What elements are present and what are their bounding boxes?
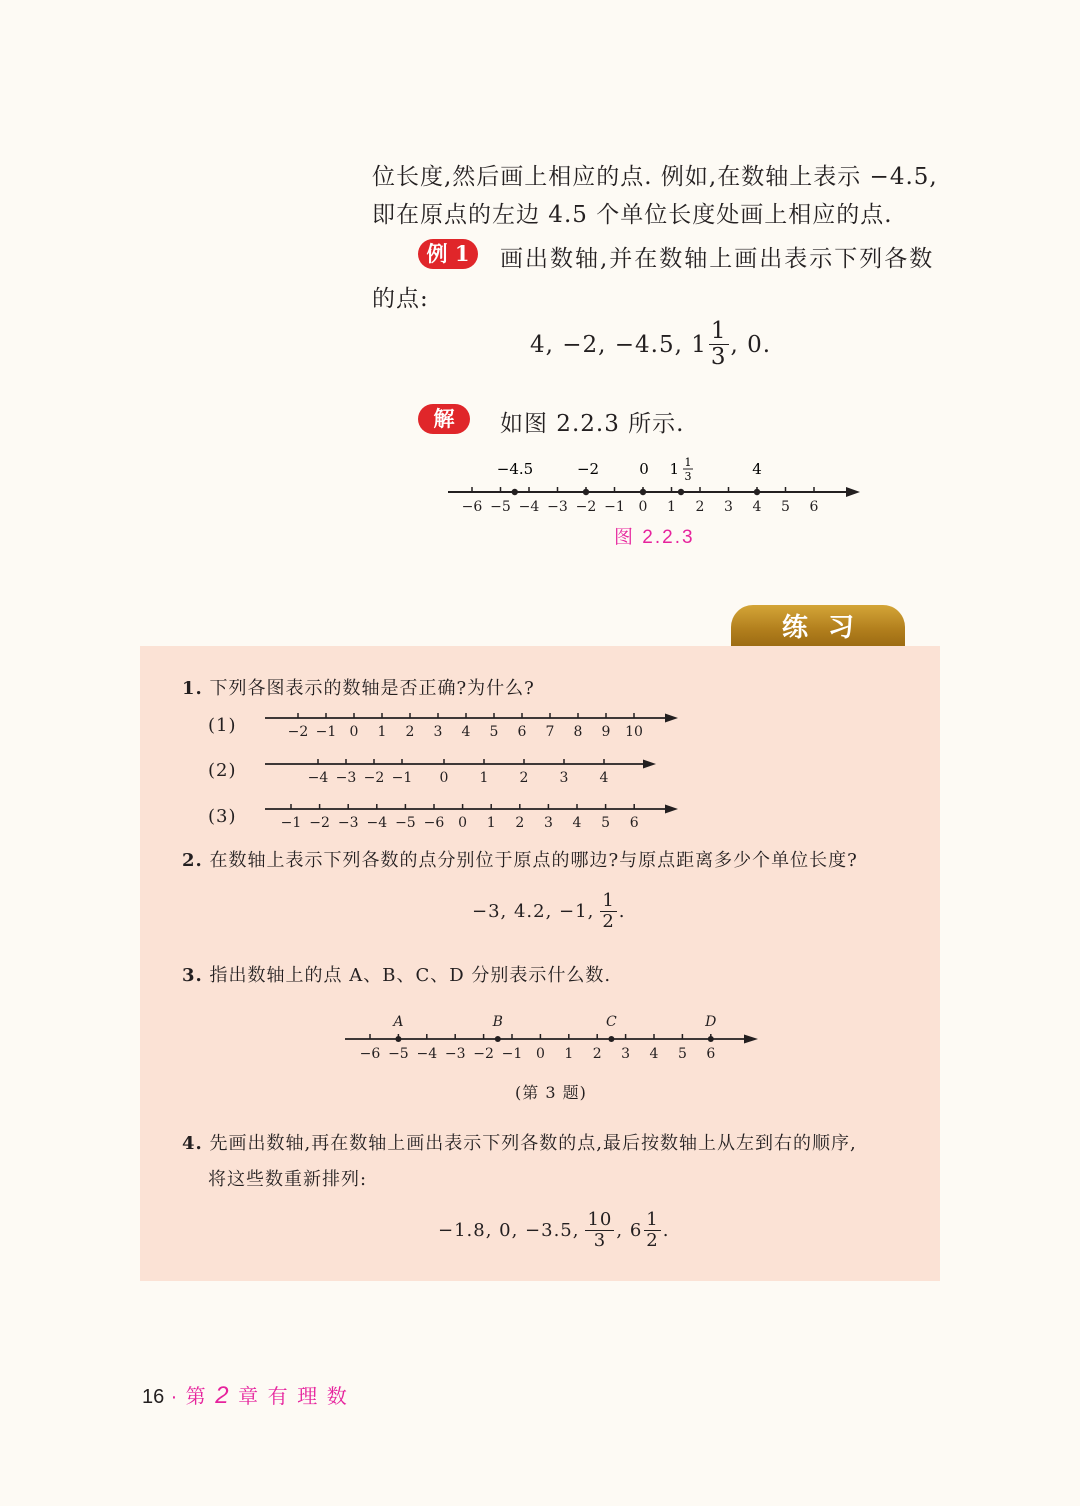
axis-arrow bbox=[665, 714, 678, 723]
page-number: 16 bbox=[142, 1386, 165, 1408]
tick-label: −6 bbox=[461, 499, 483, 515]
fraction-denominator: 3 bbox=[710, 344, 727, 370]
label-minus-4-5: −4.5 bbox=[496, 460, 534, 478]
q2-fraction bbox=[600, 892, 616, 931]
q3-number-line bbox=[340, 1010, 770, 1068]
q3-text: 指出数轴上的点 A、B、C、D 分别表示什么数. bbox=[209, 965, 612, 986]
tick-label: −2 bbox=[287, 724, 309, 740]
tick-label: 2 bbox=[695, 499, 705, 515]
q4 bbox=[182, 1129, 857, 1155]
tick-label: −2 bbox=[363, 770, 385, 786]
label-one-third-num: 1 bbox=[684, 456, 692, 469]
tick-label: 3 bbox=[433, 724, 443, 740]
tick-label: −4 bbox=[307, 770, 329, 786]
point-label-a: A bbox=[393, 1014, 404, 1030]
tick-label: 7 bbox=[545, 724, 555, 740]
intro-line-2: 即在原点的左边 4.5 个单位长度处画上相应的点. bbox=[372, 202, 893, 228]
tick-label: 1 bbox=[564, 1046, 574, 1062]
chapter-number: 2 bbox=[215, 1382, 231, 1409]
tick-label: 6 bbox=[629, 815, 639, 831]
tick-label: 3 bbox=[559, 770, 569, 786]
fraction-denominator: 3 bbox=[593, 1230, 607, 1251]
tick-label: 6 bbox=[706, 1046, 716, 1062]
tick-label: 1 bbox=[377, 724, 387, 740]
point-a bbox=[395, 1036, 401, 1042]
q2 bbox=[182, 846, 858, 872]
tick-label: −4 bbox=[366, 815, 388, 831]
tick-label: 4 bbox=[649, 1046, 659, 1062]
q2-number: 2. bbox=[182, 850, 203, 871]
axis-arrow bbox=[744, 1035, 758, 1044]
chapter-prefix: 第 bbox=[185, 1386, 208, 1408]
example-badge: 例 1 bbox=[418, 239, 478, 269]
q2-numbers-text: −3, 4.2, −1, bbox=[472, 901, 595, 922]
tick-label: −2 bbox=[575, 499, 597, 515]
example-fraction bbox=[709, 320, 729, 369]
tick-label: 8 bbox=[573, 724, 583, 740]
tick-label: −5 bbox=[395, 815, 416, 831]
point-label-b: B bbox=[492, 1014, 503, 1030]
fraction-numerator: 1 bbox=[710, 318, 727, 344]
figure-223-number-line bbox=[440, 455, 870, 525]
plotted-point bbox=[754, 489, 760, 495]
tick-label: −2 bbox=[473, 1046, 494, 1062]
tick-label: −3 bbox=[444, 1046, 466, 1062]
tick-label: 4 bbox=[461, 724, 471, 740]
exercise-tab: 练习 bbox=[731, 605, 905, 648]
plotted-point bbox=[640, 489, 646, 495]
tick-label: 0 bbox=[458, 815, 468, 831]
tick-label: −3 bbox=[335, 770, 357, 786]
q4-numbers bbox=[438, 1211, 669, 1250]
page-footer bbox=[142, 1380, 349, 1410]
tick-label: 1 bbox=[486, 815, 496, 831]
tick-label: −4 bbox=[518, 499, 540, 515]
tick-label: 5 bbox=[781, 499, 790, 515]
q4-number: 4. bbox=[182, 1133, 203, 1154]
q1-label-3: (3) bbox=[208, 806, 237, 827]
q3-caption: (第 3 题) bbox=[515, 1083, 587, 1102]
chapter-suffix: 章 有 理 数 bbox=[238, 1386, 349, 1408]
tick-label: −3 bbox=[547, 499, 568, 515]
plotted-point bbox=[512, 489, 518, 495]
tick-label: −6 bbox=[359, 1046, 381, 1062]
tick-label: 6 bbox=[517, 724, 527, 740]
q4-numbers-text: −1.8, 0, −3.5, bbox=[438, 1220, 580, 1241]
tick-label: 5 bbox=[489, 724, 499, 740]
tick-label: 2 bbox=[515, 815, 525, 831]
q4-end: . bbox=[662, 1220, 670, 1241]
q1 bbox=[182, 674, 535, 700]
q4-fraction-2 bbox=[644, 1211, 660, 1250]
q3 bbox=[182, 961, 611, 987]
label-one-third-den: 3 bbox=[684, 470, 692, 483]
point-label-c: C bbox=[606, 1014, 617, 1030]
q1-axis-2 bbox=[260, 752, 690, 787]
tick-label: −1 bbox=[604, 499, 625, 515]
q4-line-2: 将这些数重新排列: bbox=[208, 1169, 368, 1190]
tick-label: 5 bbox=[601, 815, 611, 831]
tick-label: −6 bbox=[423, 815, 445, 831]
tick-label: −5 bbox=[490, 499, 511, 515]
axis-arrow bbox=[643, 760, 656, 769]
q1-axis-1 bbox=[260, 706, 690, 741]
axis-arrow bbox=[665, 805, 678, 814]
tick-label: 4 bbox=[752, 499, 762, 515]
tick-label: −1 bbox=[391, 770, 413, 786]
tick-label: 1 bbox=[479, 770, 489, 786]
example-numbers-b: , 0. bbox=[730, 331, 772, 358]
tick-label: 3 bbox=[543, 815, 553, 831]
tick-label: 3 bbox=[724, 499, 733, 515]
fraction-numerator: 1 bbox=[602, 890, 615, 911]
label-minus-2: −2 bbox=[576, 460, 600, 478]
label-one-third-whole: 1 bbox=[669, 460, 679, 478]
point-b bbox=[495, 1036, 501, 1042]
tick-label: 2 bbox=[592, 1046, 602, 1062]
example-numbers bbox=[530, 320, 771, 369]
q1-number: 1. bbox=[182, 678, 203, 699]
example-numbers-a: 4, −2, −4.5, 1 bbox=[530, 331, 707, 358]
tick-label: 2 bbox=[405, 724, 415, 740]
fraction-numerator: 1 bbox=[646, 1209, 659, 1230]
fraction-numerator: 10 bbox=[587, 1209, 613, 1230]
fraction-denominator: 2 bbox=[646, 1230, 659, 1251]
q2-end: . bbox=[618, 901, 626, 922]
label-zero: 0 bbox=[639, 460, 649, 478]
tick-label: −1 bbox=[501, 1046, 523, 1062]
tick-label: −1 bbox=[280, 815, 302, 831]
q1-label-1: (1) bbox=[208, 715, 237, 736]
tick-label: −1 bbox=[315, 724, 337, 740]
tick-label: 4 bbox=[572, 815, 582, 831]
plotted-point bbox=[583, 489, 589, 495]
example-line-2: 的点: bbox=[372, 286, 429, 312]
tick-label: 0 bbox=[349, 724, 359, 740]
example-line-1: 画出数轴,并在数轴上画出表示下列各数 bbox=[500, 246, 935, 272]
tick-label: 5 bbox=[677, 1046, 687, 1062]
tick-label: −4 bbox=[416, 1046, 438, 1062]
point-d bbox=[708, 1036, 714, 1042]
q1-axis-3 bbox=[260, 797, 690, 832]
tick-label: 6 bbox=[809, 499, 819, 515]
q4-line-1: 先画出数轴,再在数轴上画出表示下列各数的点,最后按数轴上从左到右的顺序, bbox=[209, 1133, 857, 1154]
q4-fraction-1 bbox=[585, 1211, 614, 1250]
tick-label: 9 bbox=[601, 724, 611, 740]
tick-label: 0 bbox=[638, 499, 648, 515]
tick-label: 4 bbox=[599, 770, 609, 786]
tick-label: −5 bbox=[388, 1046, 409, 1062]
point-label-d: D bbox=[705, 1014, 717, 1030]
chapter-dot: · bbox=[170, 1386, 180, 1408]
plotted-point bbox=[678, 489, 684, 495]
tick-label: −3 bbox=[337, 815, 359, 831]
q4-mid: , 6 bbox=[616, 1220, 643, 1241]
q1-label-2: (2) bbox=[208, 760, 237, 781]
axis-arrow bbox=[846, 487, 860, 497]
label-four: 4 bbox=[752, 460, 762, 478]
chapter-title bbox=[185, 1382, 349, 1409]
point-c bbox=[608, 1036, 614, 1042]
tick-label: 0 bbox=[535, 1046, 545, 1062]
intro-line-1: 位长度,然后画上相应的点. 例如,在数轴上表示 −4.5, bbox=[372, 164, 938, 190]
tick-label: 2 bbox=[519, 770, 529, 786]
tick-label: −2 bbox=[309, 815, 330, 831]
q2-text: 在数轴上表示下列各数的点分别位于原点的哪边?与原点距离多少个单位长度? bbox=[209, 850, 858, 871]
tick-label: 3 bbox=[621, 1046, 631, 1062]
fraction-denominator: 2 bbox=[602, 911, 615, 932]
solution-text: 如图 2.2.3 所示. bbox=[500, 411, 685, 437]
figure-caption: 图 2.2.3 bbox=[614, 527, 695, 548]
tick-label: 0 bbox=[439, 770, 449, 786]
q3-number: 3. bbox=[182, 965, 203, 986]
tick-label: 1 bbox=[667, 499, 676, 515]
solution-badge: 解 bbox=[418, 404, 470, 434]
q2-numbers bbox=[472, 892, 626, 931]
tick-label: 10 bbox=[625, 724, 643, 740]
q1-text: 下列各图表示的数轴是否正确?为什么? bbox=[209, 678, 535, 699]
